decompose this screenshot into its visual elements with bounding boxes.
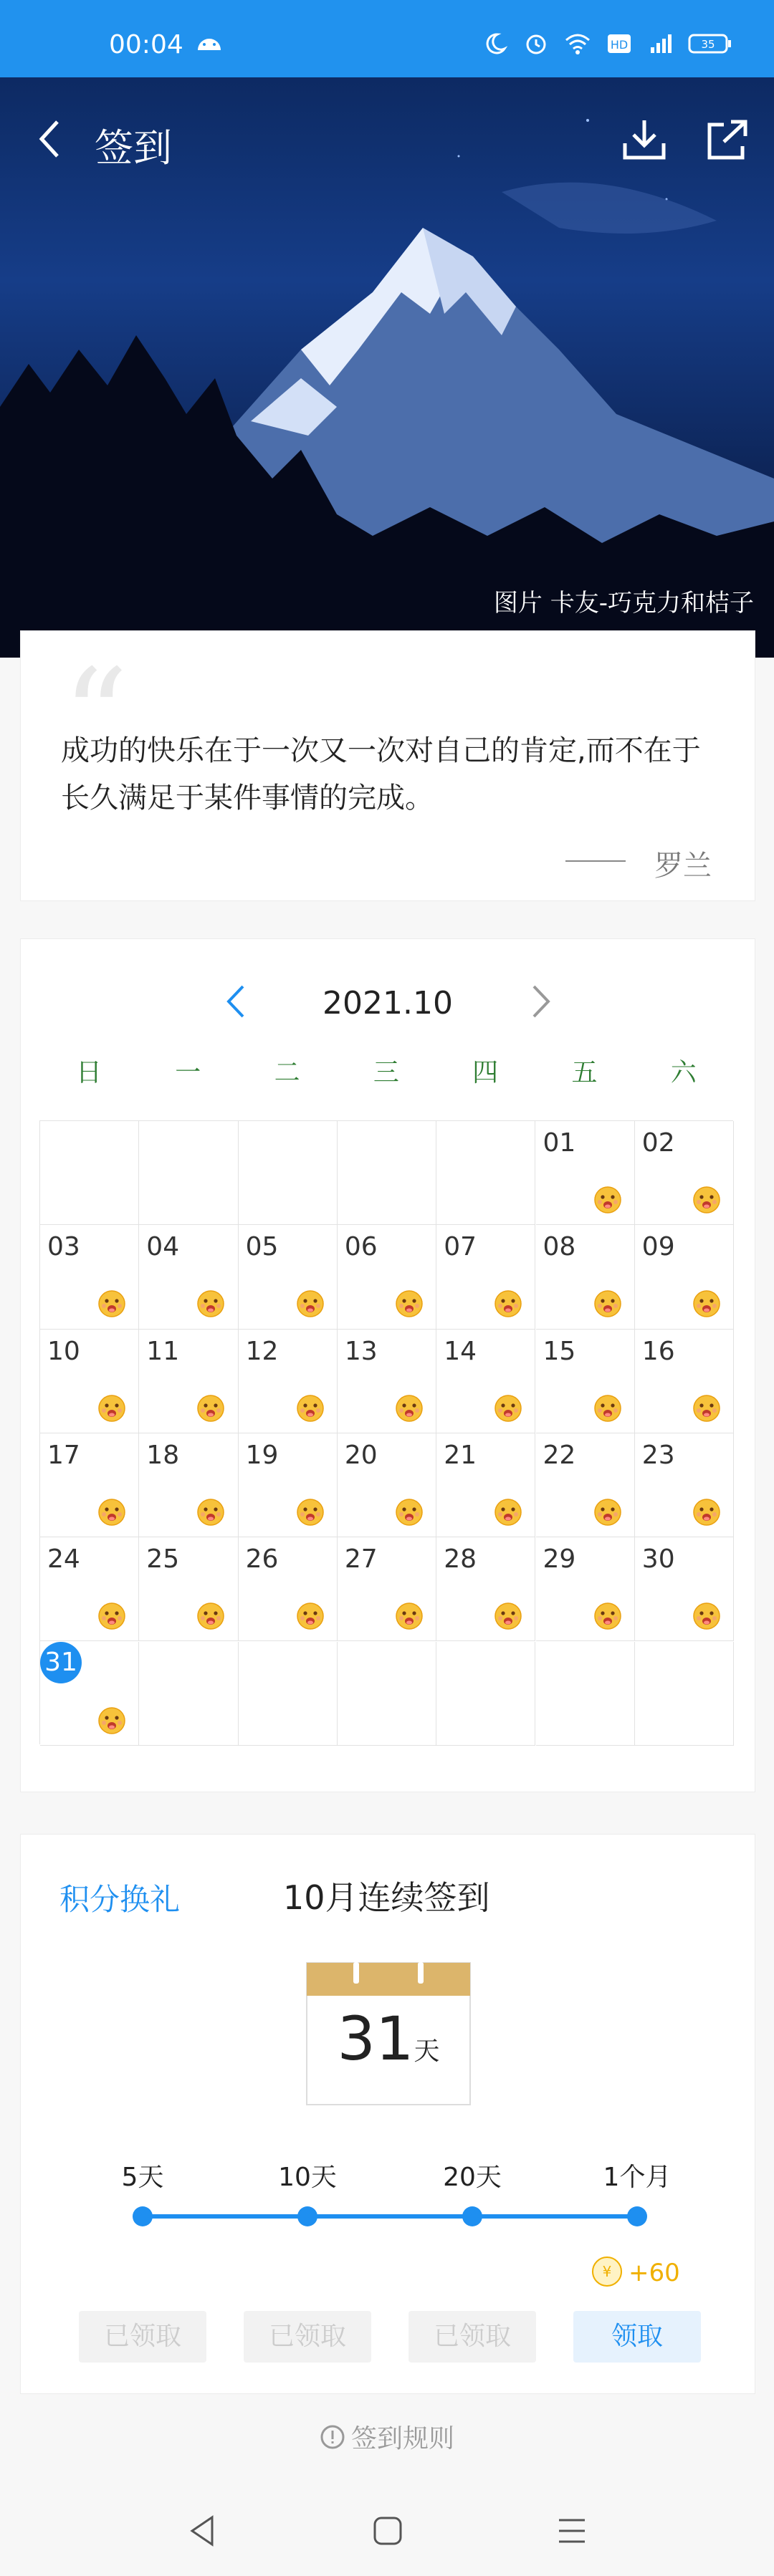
quote-text: 成功的快乐在于一次又一次对自己的肯定,而不在于长久满足于某件事情的完成。 (61, 734, 701, 814)
calendar-day[interactable] (239, 1433, 338, 1537)
hd-icon (605, 32, 634, 56)
calendar-empty-cell (338, 1121, 436, 1225)
calendar-day[interactable] (40, 1537, 139, 1641)
share-icon[interactable] (702, 115, 752, 165)
day-number: 14 (444, 1336, 477, 1366)
day-number: 10 (47, 1336, 80, 1366)
calendar-day[interactable] (338, 1330, 436, 1433)
info-icon (320, 2424, 345, 2450)
day-number: 12 (245, 1336, 279, 1366)
system-nav-bar (0, 2486, 774, 2576)
day-number: 01 (543, 1128, 576, 1158)
claimed-button[interactable]: 已领取 (408, 2311, 536, 2363)
weekday-label: 一 (175, 1058, 201, 1087)
day-number: 27 (344, 1544, 378, 1575)
coin-icon (591, 2256, 623, 2287)
calendar-day[interactable] (139, 1433, 238, 1537)
nav-home-icon[interactable] (373, 2516, 403, 2546)
day-number: 25 (146, 1544, 180, 1575)
day-number: 23 (641, 1440, 675, 1470)
weekday-label: 二 (274, 1058, 300, 1087)
signed-emoji-icon (395, 1498, 424, 1527)
claimed-button[interactable]: 已领取 (79, 2311, 206, 2363)
day-number: 29 (543, 1544, 576, 1575)
author-dash (565, 860, 626, 862)
day-number: 07 (444, 1232, 477, 1262)
calendar-day[interactable] (338, 1433, 436, 1537)
back-arrow-icon[interactable] (36, 117, 64, 160)
signed-emoji-icon (296, 1602, 325, 1630)
day-number: 28 (444, 1544, 477, 1575)
milestone-dot (627, 2206, 647, 2226)
signed-emoji-icon (196, 1289, 225, 1318)
calendar-empty-cell (139, 1642, 238, 1746)
milestone-label: 5天 (121, 2163, 164, 2192)
milestone-dot (462, 2206, 482, 2226)
day-number: 04 (146, 1232, 180, 1262)
android-icon (195, 32, 224, 52)
day-number: 20 (344, 1440, 378, 1470)
reward-card (20, 1834, 755, 2394)
calendar-day[interactable] (40, 1330, 139, 1433)
rules-link[interactable] (0, 2418, 774, 2455)
signed-emoji-icon (296, 1289, 325, 1318)
calendar-empty-cell (40, 1121, 139, 1225)
signed-emoji-icon (196, 1602, 225, 1630)
claim-button[interactable]: 领取 (573, 2311, 701, 2363)
calendar-day[interactable] (635, 1225, 734, 1329)
signed-emoji-icon (97, 1498, 126, 1527)
moon-icon (480, 32, 509, 56)
weekday-label: 六 (670, 1058, 697, 1087)
calendar-empty-cell (239, 1642, 338, 1746)
signed-emoji-icon (692, 1602, 721, 1630)
calendar-day[interactable] (436, 1433, 535, 1537)
day-number: 05 (245, 1232, 279, 1262)
calendar-day[interactable] (40, 1225, 139, 1329)
day-number: 21 (444, 1440, 477, 1470)
page-title: 签到 (95, 125, 172, 170)
signed-emoji-icon (692, 1289, 721, 1318)
calendar-day[interactable] (436, 1225, 535, 1329)
day-number: 09 (641, 1232, 675, 1262)
calendar-day[interactable] (536, 1121, 635, 1225)
day-number: 08 (543, 1232, 576, 1262)
points-exchange-link[interactable]: 积分换礼 (59, 1882, 181, 1917)
claimed-button[interactable]: 已领取 (244, 2311, 371, 2363)
day-number: 06 (344, 1232, 378, 1262)
photo-credit: 图片 卡友-巧克力和桔子 (493, 589, 754, 617)
milestone-dot (133, 2206, 153, 2226)
signed-emoji-icon (494, 1602, 522, 1630)
calendar-day[interactable] (239, 1537, 338, 1641)
streak-days-unit: 天 (414, 2037, 440, 2066)
weekday-label: 四 (472, 1058, 499, 1087)
calendar-empty-cell (635, 1642, 734, 1746)
milestone-dot (297, 2206, 317, 2226)
signed-emoji-icon (593, 1602, 622, 1630)
rules-label: 签到规则 (350, 2424, 454, 2454)
day-number: 22 (543, 1440, 576, 1470)
signed-emoji-icon (593, 1186, 622, 1214)
calendar-month: 2021.10 (322, 985, 453, 1022)
nav-menu-icon[interactable] (558, 2517, 586, 2544)
signed-emoji-icon (97, 1706, 126, 1735)
streak-days (306, 2004, 471, 2074)
signed-emoji-icon (97, 1289, 126, 1318)
day-number: 30 (641, 1544, 675, 1575)
calendar-day[interactable] (635, 1121, 734, 1225)
nav-back-icon[interactable] (188, 2514, 216, 2547)
battery-icon (688, 32, 732, 56)
calendar-day[interactable] (536, 1225, 635, 1329)
wifi-icon (563, 32, 592, 56)
hero-image (0, 77, 774, 658)
status-time: 00:04 (109, 30, 183, 59)
calendar-empty-cell (139, 1121, 238, 1225)
day-number: 26 (245, 1544, 279, 1575)
calendar-day[interactable] (536, 1433, 635, 1537)
day-number: 15 (543, 1336, 576, 1366)
progress-track (143, 2214, 637, 2219)
signed-emoji-icon (692, 1186, 721, 1214)
calendar-day[interactable] (536, 1330, 635, 1433)
calendar-empty-cell (436, 1642, 535, 1746)
day-number: 03 (47, 1232, 80, 1262)
calendar-day[interactable] (635, 1433, 734, 1537)
signed-emoji-icon (692, 1498, 721, 1527)
quote-mark-icon: “ (62, 642, 129, 792)
signal-icon (646, 32, 675, 56)
prev-month-icon[interactable] (219, 981, 253, 1022)
weekday-label: 五 (571, 1058, 598, 1087)
svg-text:HD: HD (610, 38, 629, 52)
day-number: 13 (344, 1336, 378, 1366)
signed-emoji-icon (395, 1394, 424, 1423)
weekday-label: 日 (75, 1058, 102, 1087)
signed-emoji-icon (692, 1394, 721, 1423)
calendar-day[interactable] (139, 1330, 238, 1433)
today-badge: 31 (40, 1642, 82, 1683)
calendar-day[interactable] (338, 1537, 436, 1641)
calendar-day[interactable] (635, 1330, 734, 1433)
calendar-day[interactable] (536, 1537, 635, 1641)
signed-emoji-icon (97, 1394, 126, 1423)
calendar-day[interactable] (139, 1537, 238, 1641)
calendar-grid (39, 1120, 733, 1744)
calendar-day[interactable] (436, 1537, 535, 1641)
calendar-day[interactable] (239, 1330, 338, 1433)
day-number: 19 (245, 1440, 279, 1470)
calendar-empty-cell (536, 1642, 635, 1746)
calendar-empty-cell (338, 1642, 436, 1746)
milestone-label: 10天 (278, 2163, 337, 2192)
signed-emoji-icon (593, 1394, 622, 1423)
calendar-day[interactable] (338, 1225, 436, 1329)
day-number: 18 (146, 1440, 180, 1470)
calendar-empty-cell (436, 1121, 535, 1225)
signed-emoji-icon (196, 1394, 225, 1423)
signed-emoji-icon (593, 1498, 622, 1527)
milestone-label: 1个月 (603, 2163, 672, 2192)
status-bar (0, 0, 774, 77)
day-number: 24 (47, 1544, 80, 1575)
calendar-card (20, 938, 755, 1792)
bonus-points: +60 (629, 2259, 680, 2287)
signed-emoji-icon (395, 1289, 424, 1318)
calendar-day[interactable] (139, 1225, 238, 1329)
signed-emoji-icon (593, 1289, 622, 1318)
calendar-day[interactable] (635, 1537, 734, 1641)
signed-emoji-icon (494, 1498, 522, 1527)
calendar-empty-cell (239, 1121, 338, 1225)
signed-emoji-icon (196, 1498, 225, 1527)
signed-emoji-icon (494, 1394, 522, 1423)
streak-title: 10月连续签到 (283, 1878, 490, 1917)
quote-author: 罗兰 (654, 850, 712, 883)
calendar-day[interactable] (40, 1433, 139, 1537)
calendar-day[interactable] (239, 1225, 338, 1329)
streak-days-number: 31 (337, 2004, 414, 2074)
day-number: 16 (641, 1336, 675, 1366)
day-number: 11 (146, 1336, 180, 1366)
signed-emoji-icon (296, 1498, 325, 1527)
download-icon[interactable] (619, 115, 669, 165)
battery-level: 35 (701, 38, 715, 51)
signed-emoji-icon (494, 1289, 522, 1318)
calendar-day[interactable] (40, 1642, 139, 1746)
status-icons (480, 32, 732, 56)
signed-emoji-icon (97, 1602, 126, 1630)
svg-text:¥: ¥ (602, 2263, 612, 2280)
weekday-label: 三 (373, 1058, 399, 1087)
quote-card (20, 630, 755, 901)
day-number: 17 (47, 1440, 80, 1470)
signed-emoji-icon (395, 1602, 424, 1630)
calendar-day[interactable] (436, 1330, 535, 1433)
milestone-label: 20天 (443, 2163, 502, 2192)
signed-emoji-icon (296, 1394, 325, 1423)
alarm-icon (522, 32, 550, 56)
day-number: 02 (641, 1128, 675, 1158)
next-month-icon[interactable] (524, 981, 558, 1022)
